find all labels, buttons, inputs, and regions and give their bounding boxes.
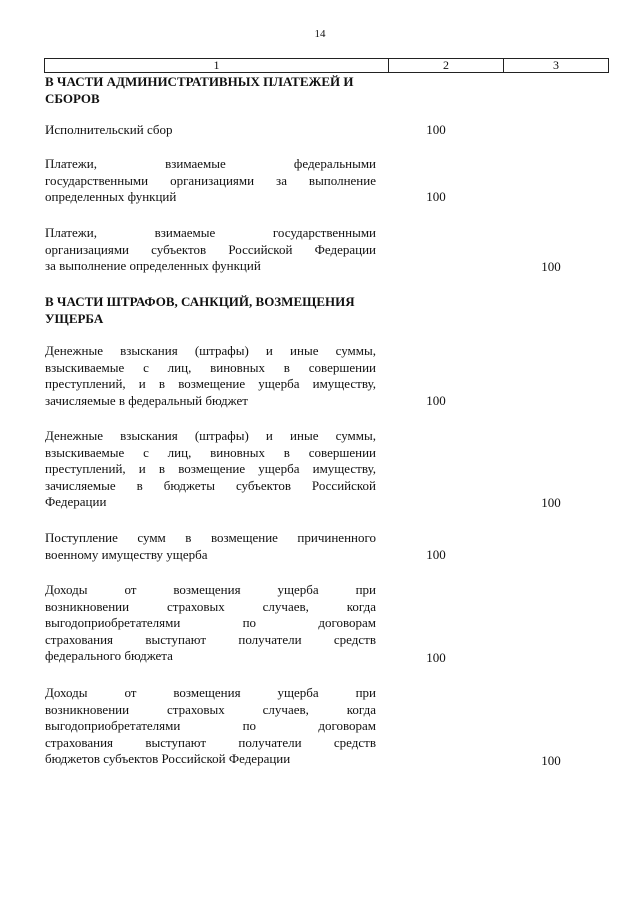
row-text-line: федерального бюджета bbox=[45, 648, 173, 663]
row-text-line: страхования выступают получатели средств bbox=[45, 631, 376, 647]
header-col-1: 1 bbox=[45, 59, 389, 72]
heading-line: УЩЕРБА bbox=[45, 310, 104, 326]
row-text-line: выгодоприобретателями по договорам bbox=[45, 615, 376, 630]
row-text-line: Платежи, взимаемые федеральными bbox=[45, 156, 376, 171]
row-value-col2: 100 bbox=[426, 650, 446, 665]
row-value-col3: 100 bbox=[541, 259, 561, 274]
table-header bbox=[44, 58, 609, 73]
table-row bbox=[45, 225, 376, 275]
table-row bbox=[45, 156, 376, 206]
header-col-3: 3 bbox=[553, 58, 559, 72]
row-text-line: определенных функций bbox=[45, 189, 177, 204]
row-text-line: государственными организациями за выполнение bbox=[45, 172, 376, 188]
row-text-line: Доходы от возмещения ущерба при bbox=[45, 685, 376, 700]
row-text-line: зачисляемые в федеральный бюджет bbox=[45, 392, 248, 408]
row-text-line: Платежи, взимаемые государственными bbox=[45, 225, 376, 240]
row-value-col2: 100 bbox=[426, 189, 446, 204]
row-text-line: взыскиваемые с лиц, виновных в совершении bbox=[45, 444, 376, 460]
row-text-line: взыскиваемые с лиц, виновных в совершении bbox=[45, 359, 376, 375]
row-text-line: выгодоприобретателями по договорам bbox=[45, 718, 376, 733]
row-text-line: возникновении страховых случаев, когда bbox=[45, 701, 376, 717]
table-row bbox=[45, 428, 376, 511]
table-row bbox=[45, 343, 376, 409]
row-text-line: преступлений, и в возмещение ущерба имуществу, bbox=[45, 461, 376, 476]
section-heading-fines bbox=[45, 294, 376, 327]
row-value-col3: 100 bbox=[541, 495, 561, 510]
row-value-col2: 100 bbox=[426, 122, 446, 137]
row-text-line: за выполнение определенных функций bbox=[45, 258, 261, 273]
row-text-line: Денежные взыскания (штрафы) и иные суммы, bbox=[45, 343, 376, 358]
table-row bbox=[45, 685, 376, 768]
header-col-2: 2 bbox=[389, 59, 504, 72]
heading-line: В ЧАСТИ АДМИНИСТРАТИВНЫХ ПЛАТЕЖЕЙ И bbox=[45, 74, 354, 89]
row-text-line: зачисляемые в бюджеты субъектов Российской bbox=[45, 477, 376, 493]
row-text-line: бюджетов субъектов Российской Федерации bbox=[45, 751, 291, 766]
heading-line: СБОРОВ bbox=[45, 90, 100, 106]
row-text-line: Поступление сумм в возмещение причиненного bbox=[45, 530, 376, 545]
row-value-col3: 100 bbox=[541, 753, 561, 768]
row-text-line: Исполнительский сбор bbox=[45, 122, 173, 137]
page-number: 14 bbox=[314, 28, 326, 40]
table-row bbox=[45, 530, 376, 563]
section-heading-administrative bbox=[45, 74, 376, 107]
row-text-line: возникновении страховых случаев, когда bbox=[45, 598, 376, 614]
row-text-line: Федерации bbox=[45, 494, 107, 509]
row-text-line: преступлений, и в возмещение ущерба имуществу, bbox=[45, 376, 376, 391]
row-text-line: Денежные взыскания (штрафы) и иные суммы, bbox=[45, 428, 376, 443]
row-text-line: страхования выступают получатели средств bbox=[45, 734, 376, 750]
heading-line: В ЧАСТИ ШТРАФОВ, САНКЦИЙ, ВОЗМЕЩЕНИЯ bbox=[45, 294, 355, 309]
table-row bbox=[45, 122, 376, 139]
row-text-line: организациями субъектов Российской Федерации bbox=[45, 241, 376, 257]
table-row bbox=[45, 582, 376, 665]
row-text-line: Доходы от возмещения ущерба при bbox=[45, 582, 376, 597]
row-value-col2: 100 bbox=[426, 547, 446, 562]
row-text-line: военному имуществу ущерба bbox=[45, 546, 208, 562]
row-value-col2: 100 bbox=[426, 393, 446, 408]
